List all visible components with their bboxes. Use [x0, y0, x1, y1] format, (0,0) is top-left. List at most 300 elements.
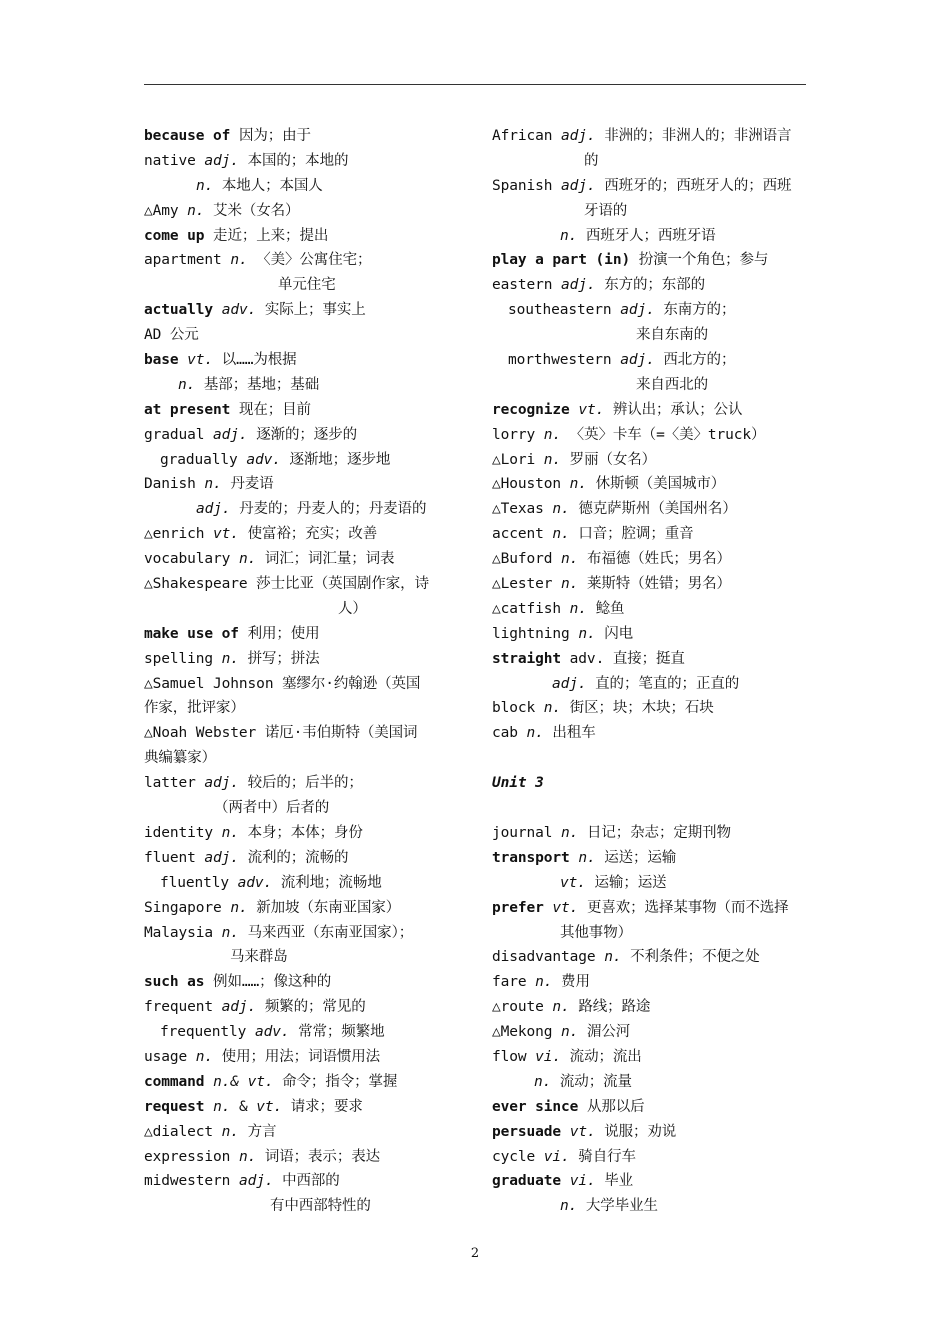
entry-text [561, 1173, 570, 1189]
entry-text: 拼写；拼法 [238, 650, 320, 667]
headword: come up [144, 227, 205, 244]
vocab-line [144, 672, 464, 697]
vocab-line [144, 248, 464, 273]
vocab-line [144, 149, 464, 174]
entry-text: 中西部的 [273, 1173, 340, 1190]
part-of-speech: n. [543, 700, 562, 717]
entry-text: morthwestern [508, 352, 621, 369]
entry-text: 德克萨斯州（美国州名） [569, 501, 737, 518]
vocab-line [144, 448, 464, 473]
entry-text: 湄公河 [578, 1024, 631, 1041]
entry-text: 街区；块；木块；石块 [561, 700, 714, 717]
entry-text: block [492, 700, 544, 717]
entry-text: 不利条件；不便之处 [621, 949, 760, 966]
part-of-speech: n. [221, 924, 239, 941]
entry-text: Danish [144, 476, 205, 493]
vocab-line [144, 497, 464, 522]
entry-text: 流利地；流畅地 [272, 874, 382, 891]
part-of-speech: n. [560, 227, 578, 244]
entry-text: flow [492, 1048, 536, 1065]
entry-text: southeastern [508, 302, 621, 319]
vocab-line [492, 871, 810, 896]
part-of-speech: n. [569, 600, 587, 617]
entry-text: 流动；流量 [551, 1073, 632, 1090]
entry-text: 本地人；本国人 [213, 177, 323, 194]
entry-text: gradually [160, 451, 247, 468]
vocab-line [492, 1169, 810, 1194]
entry-text: 人） [338, 600, 367, 617]
entry-text: usage [144, 1048, 196, 1065]
entry-text: AD 公元 [144, 327, 199, 344]
entry-text: 使富裕；充实；改善 [238, 526, 378, 543]
vocab-line [144, 298, 464, 323]
entry-text: Singapore [144, 899, 231, 916]
part-of-speech: adj. [196, 501, 231, 518]
vocab-line [492, 224, 810, 249]
entry-text: 运送；运输 [595, 849, 677, 866]
part-of-speech: n. [238, 1148, 257, 1165]
entry-text: △Buford [492, 551, 562, 568]
part-of-speech: vt. [569, 1123, 596, 1140]
vocab-line [492, 174, 810, 199]
vocab-line [492, 995, 810, 1020]
entry-text: △Noah Webster 诺厄·韦伯斯特（美国词 [144, 725, 418, 742]
vocab-line [144, 1120, 464, 1145]
vocab-line [144, 921, 464, 946]
vocab-line [492, 945, 810, 970]
vocab-line [492, 547, 810, 572]
part-of-speech: n. [604, 949, 622, 966]
entry-text: cab [492, 725, 527, 742]
vocab-line [492, 846, 810, 871]
entry-text: 典编纂家） [144, 750, 216, 767]
entry-text: gradual [144, 426, 214, 443]
vocab-line [144, 871, 464, 896]
part-of-speech: adj. [213, 426, 248, 443]
headword: recognize [492, 401, 570, 418]
headword: request [144, 1098, 205, 1115]
part-of-speech: n. [535, 974, 553, 991]
entry-text: △Lori [492, 451, 544, 468]
vocab-line [492, 199, 810, 224]
entry-text: 直的；笔直的；正直的 [586, 675, 740, 692]
vocab-line [144, 1145, 464, 1170]
entry-text: 方言 [238, 1123, 277, 1140]
vocab-line [492, 696, 810, 721]
vocab-line [144, 1045, 464, 1070]
entry-text [204, 1074, 213, 1090]
entry-text: latter [144, 775, 205, 792]
entry-text: △route [492, 999, 553, 1016]
entry-text: lorry [492, 426, 544, 443]
vocab-line [144, 647, 464, 672]
entry-text: spelling [144, 650, 222, 667]
part-of-speech: n. [578, 625, 596, 642]
part-of-speech: n. [221, 824, 239, 841]
part-of-speech: n. [534, 1073, 552, 1090]
entry-text: disadvantage [492, 949, 605, 966]
part-of-speech: n. [230, 252, 248, 269]
entry-text: 出租车 [543, 725, 596, 742]
headword: straight [492, 650, 562, 667]
entry-text: △Shakespeare 莎士比亚（英国剧作家，诗 [144, 576, 429, 593]
entry-text: native [144, 152, 205, 169]
vocab-line [144, 771, 464, 796]
entry-text: 走近；上来；提出 [204, 227, 329, 244]
vocab-line [492, 348, 810, 373]
vocab-line [492, 448, 810, 473]
part-of-speech: n. [552, 526, 570, 543]
part-of-speech: vi. [535, 1048, 562, 1065]
part-of-speech: n. [204, 476, 222, 493]
entry-text: adv. 直接；挺直 [561, 650, 685, 667]
part-of-speech: n. [526, 725, 544, 742]
headword: command [144, 1073, 205, 1090]
entry-text: 基部；基地；基础 [195, 376, 320, 393]
vocab-line [492, 472, 810, 497]
unit-heading: Unit 3 [492, 775, 544, 792]
entry-text: 西班牙的；西班牙人的；西班 [595, 177, 792, 194]
part-of-speech: n. [221, 650, 239, 667]
entry-text: 来自西北的 [636, 376, 708, 393]
entry-text: 现在；目前 [230, 401, 311, 418]
part-of-speech: vi. [543, 1148, 570, 1165]
entry-text: 的 [584, 152, 599, 169]
header-rule [144, 84, 806, 85]
part-of-speech: vt. [560, 874, 586, 891]
vocab-line [492, 1095, 810, 1120]
vocab-line [144, 1095, 464, 1120]
vocab-line [144, 174, 464, 199]
entry-text: 西北方的； [654, 352, 736, 369]
entry-text: 新加坡（东南亚国家） [247, 899, 401, 916]
vocab-line [144, 821, 464, 846]
headword: persuade [492, 1123, 562, 1140]
entry-text: 大学毕业生 [577, 1198, 658, 1215]
part-of-speech: n. [552, 999, 570, 1016]
entry-text: 辨认出；承认；公认 [604, 401, 743, 418]
entry-text: △Mekong [492, 1024, 562, 1041]
part-of-speech: vt. [256, 1098, 283, 1115]
part-of-speech: n. [230, 899, 248, 916]
vocab-line [144, 224, 464, 249]
vocab-line [144, 423, 464, 448]
headword: such as [144, 974, 205, 991]
headword: make use of [144, 625, 239, 642]
entry-text: vocabulary [144, 551, 239, 568]
entry-text: 单元住宅 [278, 277, 336, 294]
vocab-line [492, 821, 810, 846]
part-of-speech: n. [187, 202, 205, 219]
entry-text: 丹麦语 [221, 476, 274, 493]
entry-text: 因为；由于 [230, 128, 311, 144]
headword: base [144, 352, 179, 369]
part-of-speech: n. [561, 1024, 579, 1041]
vocab-line [492, 423, 810, 448]
vocab-line [492, 522, 810, 547]
vocab-line [144, 1169, 464, 1194]
entry-text: 逐渐地；逐步地 [280, 451, 391, 468]
vocab-line [144, 124, 464, 149]
part-of-speech: vt. [213, 526, 239, 543]
vocab-line [492, 298, 810, 323]
vocab-line [492, 647, 810, 672]
entry-text: 作家，批评家） [144, 700, 245, 717]
entry-text: 马来西亚（东南亚国家）； [238, 924, 414, 941]
vocab-line [492, 1045, 810, 1070]
part-of-speech: n. [569, 476, 587, 493]
entry-text: △enrich [144, 526, 214, 543]
vocab-line [492, 1120, 810, 1145]
part-of-speech: vt. [187, 352, 214, 369]
vocab-line [492, 721, 810, 746]
entry-text: 路线；路途 [569, 999, 651, 1016]
part-of-speech: adj. [221, 999, 257, 1016]
vocab-line [492, 921, 810, 946]
part-of-speech: n. [578, 849, 596, 866]
entry-text: 〈美〉公寓住宅； [247, 252, 372, 269]
entry-text: 休斯顿（美国城市） [586, 476, 726, 493]
vocab-line [144, 398, 464, 423]
entry-text: 从那以后 [578, 1098, 645, 1115]
entry-text: 丹麦的；丹麦人的；丹麦语的 [230, 501, 427, 518]
page-number: 2 [470, 1246, 480, 1261]
entry-text: accent [492, 526, 553, 543]
entry-text: cycle [492, 1148, 544, 1165]
part-of-speech: adv. [237, 874, 273, 891]
entry-text: 本身；本体；身份 [238, 824, 363, 841]
entry-text: 扮演一个角色；参与 [630, 252, 769, 269]
vocab-line [144, 348, 464, 373]
entry-text: 鲶鱼 [586, 600, 625, 617]
part-of-speech: adj. [238, 1173, 274, 1190]
part-of-speech: adv. [221, 302, 257, 319]
entry-text: 牙语的 [584, 202, 628, 219]
entry-text: 实际上；事实上 [256, 302, 366, 319]
part-of-speech: adj. [561, 177, 596, 194]
part-of-speech: n. [221, 1123, 239, 1140]
entry-text: 非洲的；非洲人的；非洲语言 [595, 128, 792, 144]
vocab-line [144, 273, 464, 298]
vocab-line [492, 149, 810, 174]
entry-text: 逐渐的；逐步的 [247, 426, 358, 443]
entry-text: African [492, 128, 562, 144]
entry-text: △Texas [492, 501, 553, 518]
headword: transport [492, 849, 570, 866]
entry-text: 莱斯特（姓错；男名） [578, 576, 731, 593]
entry-text: 来自东南的 [636, 327, 708, 344]
part-of-speech: vi. [569, 1173, 596, 1190]
entry-text: 说服；劝说 [595, 1123, 677, 1140]
part-of-speech: adj. [561, 277, 596, 294]
entry-text: 口音；腔调；重音 [569, 526, 694, 543]
part-of-speech: adv. [254, 1024, 290, 1041]
vocab-line [144, 746, 464, 771]
headword: ever since [492, 1098, 579, 1115]
entry-text: 东南方的； [654, 302, 736, 319]
part-of-speech: n. [238, 551, 257, 568]
entry-text: fluent [144, 849, 205, 866]
entry-text: & [230, 1098, 257, 1115]
vocab-line [144, 522, 464, 547]
vocab-line [144, 970, 464, 995]
vocab-line [144, 572, 464, 597]
part-of-speech: n. [543, 451, 562, 468]
entry-text: 毕业 [595, 1173, 634, 1190]
vocab-line [492, 1194, 810, 1219]
entry-text: 词语；表示；表达 [256, 1148, 381, 1165]
entry-text: 日记；杂志；定期刊物 [578, 824, 731, 841]
headword: graduate [492, 1173, 562, 1190]
entry-text: △Amy [144, 202, 188, 219]
entry-text: identity [144, 824, 222, 841]
part-of-speech: vt. [578, 401, 605, 418]
part-of-speech: n. [561, 551, 579, 568]
part-of-speech: adj. [552, 675, 587, 692]
vocab-line [492, 248, 810, 273]
entry-text: lightning [492, 625, 579, 642]
entry-text: journal [492, 824, 562, 841]
part-of-speech: n. [552, 501, 570, 518]
vocab-line [144, 896, 464, 921]
part-of-speech: adj. [204, 775, 239, 792]
vocab-line [144, 622, 464, 647]
vocab-line [144, 597, 464, 622]
part-of-speech: vt. [247, 1073, 274, 1090]
vocab-line [492, 497, 810, 522]
vocab-line [492, 672, 810, 697]
headword: because of [144, 128, 231, 144]
vocab-line [144, 1070, 464, 1095]
entry-text: 较后的；后半的； [238, 775, 363, 792]
entry-text: 艾米（女名） [204, 202, 300, 219]
entry-text: midwestern [144, 1173, 239, 1190]
vocab-line [492, 323, 810, 348]
entry-text: 频繁的；常见的 [256, 999, 366, 1016]
entry-text: 使用；用法；词语惯用法 [213, 1048, 381, 1065]
vocab-line [492, 622, 810, 647]
part-of-speech: adj. [620, 302, 655, 319]
entry-text [213, 302, 222, 318]
vocab-line [144, 1194, 464, 1219]
entry-text: △dialect [144, 1123, 222, 1140]
entry-text: 马来群岛 [230, 949, 288, 966]
vocab-line [144, 1020, 464, 1045]
entry-text: expression [144, 1148, 239, 1165]
vocab-line [144, 995, 464, 1020]
vocab-line [492, 771, 810, 796]
vocab-line [144, 846, 464, 871]
entry-text: 其他事物） [560, 924, 632, 941]
entry-text: 东方的；东部的 [595, 277, 706, 294]
entry-text: 费用 [552, 974, 590, 991]
part-of-speech: n. [196, 177, 214, 194]
part-of-speech: n. [561, 576, 579, 593]
entry-text: 〈英〉卡车（=〈美〉truck） [561, 426, 766, 443]
entry-text: Malaysia [144, 924, 222, 941]
vocab-line [492, 1020, 810, 1045]
vocab-line [144, 373, 464, 398]
vocab-line [492, 796, 810, 821]
vocab-line [492, 1145, 810, 1170]
vocab-line [144, 796, 464, 821]
entry-text: △Lester [492, 576, 562, 593]
entry-text: frequent [144, 999, 222, 1016]
headword: actually [144, 302, 214, 319]
vocab-line [144, 945, 464, 970]
entry-text: 例如……；像这种的 [204, 974, 332, 991]
entry-text: 流动；流出 [561, 1048, 642, 1065]
entry-text: 本国的；本地的 [238, 152, 349, 169]
entry-text: 闪电 [595, 625, 634, 642]
part-of-speech: adj. [620, 352, 655, 369]
vocab-line [492, 572, 810, 597]
entry-text: 请求；要求 [282, 1098, 363, 1115]
vocab-line [144, 472, 464, 497]
part-of-speech: n. [195, 1048, 214, 1065]
entry-text [179, 352, 188, 368]
entry-text [561, 1124, 570, 1140]
vocab-line [492, 398, 810, 423]
entry-text: △catfish [492, 600, 570, 617]
entry-text: apartment [144, 252, 231, 269]
entry-text: fare [492, 974, 536, 991]
part-of-speech: adv. [246, 451, 281, 468]
vocab-line [144, 547, 464, 572]
vocab-line [492, 970, 810, 995]
entry-text: 常常；频繁地 [289, 1024, 385, 1041]
entry-text: 命令；指令；掌握 [273, 1073, 398, 1090]
part-of-speech: n.& [213, 1073, 239, 1090]
part-of-speech: n. [560, 1198, 578, 1215]
vocab-line [144, 721, 464, 746]
vocab-line [492, 273, 810, 298]
entry-text: 运输；运送 [585, 874, 667, 891]
entry-text: 更喜欢；选择某事物（而不选择 [578, 899, 789, 916]
vocab-line [492, 896, 810, 921]
vocab-line [492, 1070, 810, 1095]
entry-text [239, 1074, 248, 1090]
entry-text: Spanish [492, 177, 562, 194]
vocab-line [492, 373, 810, 398]
entry-text [204, 1099, 213, 1115]
vocab-line [144, 323, 464, 348]
part-of-speech: adj. [204, 152, 239, 169]
entry-text: △Samuel Johnson 塞缪尔·约翰逊（英国 [144, 675, 421, 692]
vocab-line [492, 124, 810, 149]
entry-text: 利用；使用 [238, 625, 320, 642]
left-column [144, 124, 464, 1219]
entry-text: fluently [160, 874, 238, 891]
part-of-speech: adj. [561, 128, 596, 144]
part-of-speech: n. [561, 824, 579, 841]
headword: prefer [492, 899, 544, 916]
entry-text: eastern [492, 277, 562, 294]
entry-text: 布福德（姓氏；男名） [578, 551, 731, 568]
vocab-line [492, 746, 810, 771]
entry-text: 词汇；词汇量；词表 [256, 551, 395, 568]
entry-text: frequently [160, 1024, 255, 1041]
entry-text: △Houston [492, 476, 570, 493]
entry-text: （两者中）后者的 [214, 800, 330, 817]
vocab-line [144, 199, 464, 224]
part-of-speech: n. [178, 376, 196, 393]
entry-text: 流利的；流畅的 [238, 849, 349, 866]
entry-text: 以……为根据 [213, 352, 297, 369]
vocab-line [144, 696, 464, 721]
right-column [492, 124, 810, 1219]
headword: play a part (in) [492, 252, 631, 269]
